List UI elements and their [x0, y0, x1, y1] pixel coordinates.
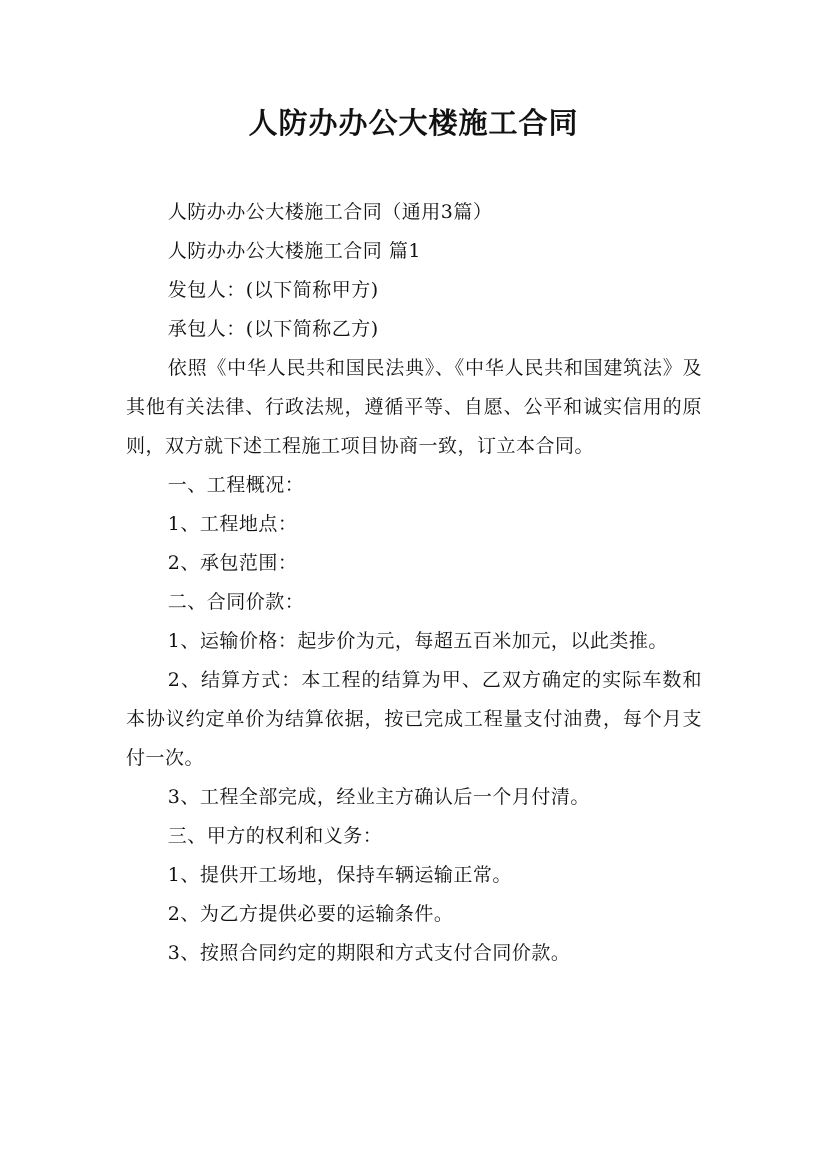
document-title: 人防办办公大楼施工合同	[248, 106, 579, 140]
clause-project-location: 1、工程地点：	[167, 513, 298, 535]
clause-transport-price: 1、运输价格：起步价为元，每超五百米加元，以此类推。	[167, 630, 668, 652]
clause-contract-scope: 2、承包范围：	[167, 552, 298, 574]
paragraph-preamble: 依照《中华人民共和国民法典》、《中华人民共和国建筑法》及其他有关法律、行政法规，遵循平等、自愿、公平和诚实信用的原则，双方就下述工程施工项目协商一致，订立本合同。	[126, 357, 702, 457]
section-heading-contract-price: 二、合同价款：	[167, 591, 305, 613]
paragraph-contractor: 承包人：(以下简称乙方)	[167, 318, 379, 340]
clause-provide-site: 1、提供开工场地，保持车辆运输正常。	[167, 864, 512, 886]
clause-transport-conditions: 2、为乙方提供必要的运输条件。	[167, 903, 454, 925]
section-heading-project-overview: 一、工程概况：	[167, 474, 305, 496]
paragraph-subtitle: 人防办办公大楼施工合同（通用3篇）	[167, 201, 493, 223]
clause-final-payment: 3、工程全部完成，经业主方确认后一个月付清。	[167, 786, 590, 808]
document-body	[126, 193, 702, 973]
paragraph-employer: 发包人：(以下简称甲方)	[167, 279, 379, 301]
clause-payment-terms: 3、按照合同约定的期限和方式支付合同价款。	[167, 942, 571, 964]
paragraph-part-heading: 人防办办公大楼施工合同 篇1	[167, 240, 421, 262]
section-heading-party-a-rights: 三、甲方的权利和义务：	[167, 825, 383, 847]
clause-settlement-method: 2、结算方式：本工程的结算为甲、乙双方确定的实际车数和本协议约定单价为结算依据，按已完成工程量支付油费，每个月支付一次。	[126, 669, 702, 769]
